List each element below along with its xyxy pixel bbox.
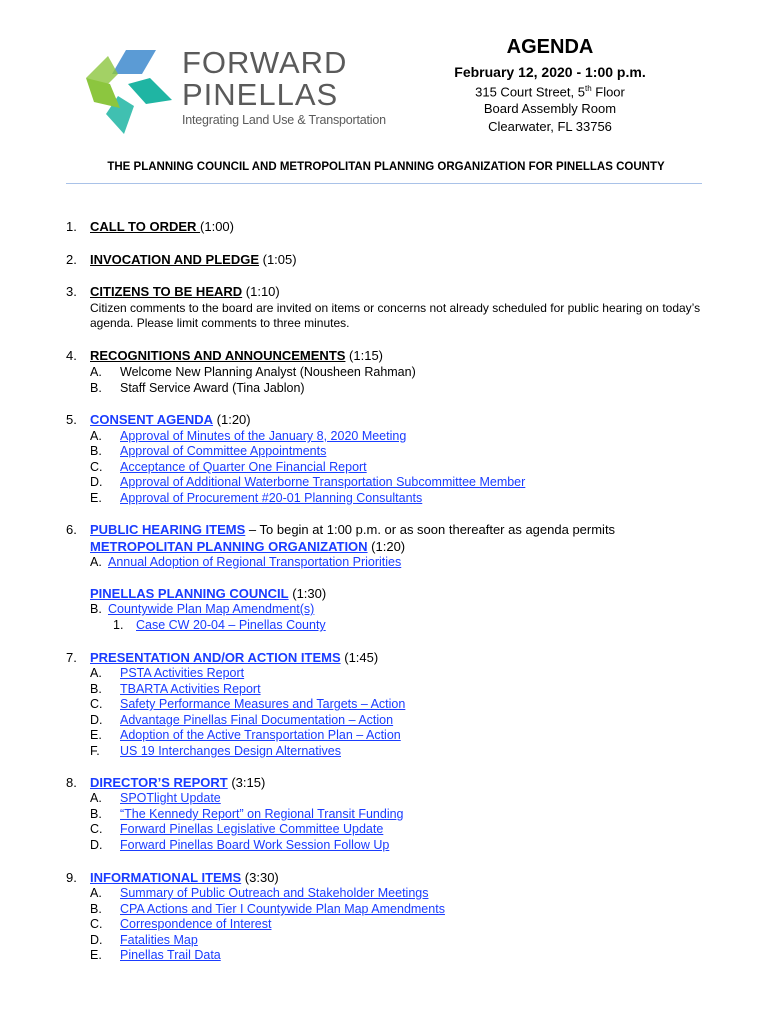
sub-letter: A.	[90, 791, 102, 805]
item-time: (1:15)	[345, 348, 384, 363]
item-time: (1:00)	[200, 219, 234, 234]
sub-item	[90, 444, 326, 460]
sub-text: Welcome New Planning Analyst (Nousheen Rahman)	[120, 365, 416, 379]
sub-item-link[interactable]: Summary of Public Outreach and Stakeholder Meetings	[120, 886, 429, 900]
item-number: 9.	[66, 870, 77, 885]
item-number: 5.	[66, 412, 77, 427]
sub-item-link[interactable]: Approval of Minutes of the January 8, 2020 Meeting	[120, 429, 407, 443]
sub-item-link[interactable]: Adoption of the Active Transportation Plan – Action	[120, 728, 401, 742]
item-number: 8.	[66, 775, 77, 790]
meeting-date: February 12, 2020 - 1:00 p.m.	[454, 64, 646, 80]
sub-letter: E.	[90, 948, 102, 962]
organization-title: THE PLANNING COUNCIL AND METROPOLITAN PLANNING ORGANIZATION FOR PINELLAS COUNTY	[107, 161, 665, 173]
sub-letter: C.	[90, 697, 103, 711]
sub-item	[90, 807, 404, 823]
sub-letter: B.	[90, 381, 102, 395]
item-title: RECOGNITIONS AND ANNOUNCEMENTS	[90, 348, 346, 363]
sub-item	[90, 933, 198, 949]
item-number: 6.	[66, 522, 77, 537]
presentation-link[interactable]: PRESENTATION AND/OR ACTION ITEMS	[90, 650, 341, 665]
sub-item-link[interactable]: Forward Pinellas Board Work Session Follow Up	[120, 838, 390, 852]
item-time: (1:45)	[340, 650, 379, 665]
sub-item-link[interactable]: Safety Performance Measures and Targets – Action	[120, 697, 406, 711]
address-floor-suffix: th	[584, 84, 592, 93]
public-hearing-link[interactable]: PUBLIC HEARING ITEMS	[90, 522, 246, 537]
sub-item	[90, 460, 367, 476]
sub-letter: E.	[90, 491, 102, 505]
item-number: 1.	[66, 219, 77, 234]
item-time: (1:05)	[259, 252, 297, 267]
agenda-item-7	[66, 650, 378, 666]
item-time: (3:30)	[241, 870, 279, 885]
directors-report-link[interactable]: DIRECTOR’S REPORT	[90, 775, 228, 790]
sub-letter: A.	[90, 666, 102, 680]
item-time: – To begin at 1:00 p.m. or as soon thereafter as agenda permits	[245, 522, 616, 537]
item-title: INVOCATION AND PLEDGE	[90, 252, 260, 267]
sub-item	[90, 429, 406, 445]
item-time: (1:30)	[288, 586, 327, 601]
sub-item-link[interactable]: “The Kennedy Report” on Regional Transit Funding	[120, 807, 404, 821]
sub-item	[90, 697, 405, 713]
sub-item-link[interactable]: Case CW 20-04 – Pinellas County	[136, 618, 326, 632]
item-number: 2.	[66, 252, 77, 267]
sub-letter: D.	[90, 713, 103, 727]
logo-tagline: Integrating Land Use & Transportation	[182, 113, 386, 127]
sub-item-link[interactable]: Correspondence of Interest	[120, 917, 272, 931]
sub-item-link[interactable]: SPOTlight Update	[120, 791, 221, 805]
sub-item	[90, 791, 221, 807]
sub-item	[90, 713, 393, 729]
sub-item-link[interactable]: US 19 Interchanges Design Alternatives	[120, 744, 341, 758]
sub-letter: A.	[90, 365, 102, 379]
sub-letter: B.	[90, 682, 102, 696]
consent-agenda-link[interactable]: CONSENT AGENDA	[90, 412, 214, 427]
sub-item-link[interactable]: CPA Actions and Tier I Countywide Plan Map Amendments	[120, 902, 445, 916]
sub-item	[90, 744, 341, 760]
sub-item	[90, 666, 244, 682]
agenda-item-3	[66, 284, 280, 300]
sub-letter: D.	[90, 475, 103, 489]
sub-item	[90, 917, 271, 933]
sub-number: 1.	[113, 618, 124, 632]
sub-item	[90, 602, 314, 618]
sub-item-link[interactable]: Forward Pinellas Legislative Committee Update	[120, 822, 384, 836]
item-number: 3.	[66, 284, 77, 299]
sub-item	[90, 902, 445, 918]
sub-item-link[interactable]: Approval of Committee Appointments	[120, 444, 327, 458]
sub-letter: C.	[90, 822, 103, 836]
sub-item-link[interactable]: Countywide Plan Map Amendment(s)	[108, 602, 315, 616]
agenda-item-4	[66, 348, 383, 364]
sub-letter: A.	[90, 429, 102, 443]
item-title: CITIZENS TO BE HEARD	[90, 284, 243, 299]
agenda-item-1	[66, 219, 234, 235]
sub-letter: F.	[90, 744, 100, 758]
sub-item	[90, 948, 221, 964]
meeting-address	[430, 84, 670, 99]
address-floor: Floor	[591, 84, 625, 100]
sub-item-link[interactable]: Annual Adoption of Regional Transportation Priorities	[108, 555, 402, 569]
sub-item	[90, 822, 383, 838]
agenda-item-2	[66, 252, 297, 268]
pinwheel-logo-icon	[80, 44, 176, 136]
informational-items-link[interactable]: INFORMATIONAL ITEMS	[90, 870, 242, 885]
item-time: (1:20)	[367, 539, 406, 554]
sub-item	[90, 886, 429, 902]
sub-item-link[interactable]: Advantage Pinellas Final Documentation – Action	[120, 713, 394, 727]
sub-text: Staff Service Award (Tina Jablon)	[120, 381, 305, 395]
sub-item	[90, 838, 389, 854]
sub-item	[90, 475, 525, 491]
mpo-section-heading	[90, 539, 405, 555]
sub-letter: A.	[90, 555, 102, 569]
agenda-title: AGENDA	[506, 36, 594, 58]
sub-item	[90, 491, 422, 507]
sub-item-link[interactable]: Pinellas Trail Data	[120, 948, 221, 962]
mpo-link[interactable]: METROPOLITAN PLANNING ORGANIZATION	[90, 539, 368, 554]
sub-item-link[interactable]: Fatalities Map	[120, 933, 198, 947]
sub-item	[90, 365, 416, 381]
ppc-section-heading	[90, 586, 326, 602]
sub-item	[90, 555, 401, 571]
sub-letter: D.	[90, 838, 103, 852]
sub-item-link[interactable]: Acceptance of Quarter One Financial Report	[120, 460, 367, 474]
address-street: 315 Court Street, 5	[475, 84, 585, 100]
citizens-note: Citizen comments to the board are invited on items or concerns not already scheduled for public hearing on today’s agenda. Please limit comments to three minutes.	[90, 301, 701, 330]
sub-letter: E.	[90, 728, 102, 742]
meeting-room: Board Assembly Room	[483, 101, 617, 116]
sub-letter: B.	[90, 807, 102, 821]
sub-item-link[interactable]: PSTA Activities Report	[120, 666, 245, 680]
item-time: (1:20)	[213, 412, 251, 427]
item-number: 4.	[66, 348, 77, 363]
item-time: (3:15)	[227, 775, 266, 790]
sub-item	[90, 381, 305, 397]
sub-letter: C.	[90, 460, 103, 474]
sub-letter: C.	[90, 917, 103, 931]
sub-letter: B.	[90, 902, 102, 916]
agenda-item-8	[66, 775, 265, 791]
header-divider	[66, 183, 702, 184]
sub-letter: B.	[90, 602, 102, 616]
item-number: 7.	[66, 650, 77, 665]
sub-item-link[interactable]: Approval of Additional Waterborne Transportation Subcommittee Member	[120, 475, 526, 489]
logo-pinellas-text: PINELLAS	[182, 77, 339, 112]
sub-letter: D.	[90, 933, 103, 947]
agenda-item-5	[66, 412, 251, 428]
sub-sub-item	[113, 618, 326, 634]
sub-item	[90, 682, 261, 698]
meeting-city: Clearwater, FL 33756	[488, 119, 612, 134]
ppc-link[interactable]: PINELLAS PLANNING COUNCIL	[90, 586, 289, 601]
sub-letter: B.	[90, 444, 102, 458]
sub-item	[90, 728, 401, 744]
logo-forward-text: FORWARD	[182, 45, 348, 80]
agenda-item-9	[66, 870, 279, 886]
sub-item-link[interactable]: TBARTA Activities Report	[120, 682, 261, 696]
sub-letter: A.	[90, 886, 102, 900]
item-time: (1:10)	[242, 284, 280, 299]
agenda-item-6	[66, 522, 615, 538]
item-title: CALL TO ORDER	[90, 219, 201, 234]
forward-pinellas-logo	[80, 44, 386, 136]
sub-item-link[interactable]: Approval of Procurement #20-01 Planning Consultants	[120, 491, 423, 505]
